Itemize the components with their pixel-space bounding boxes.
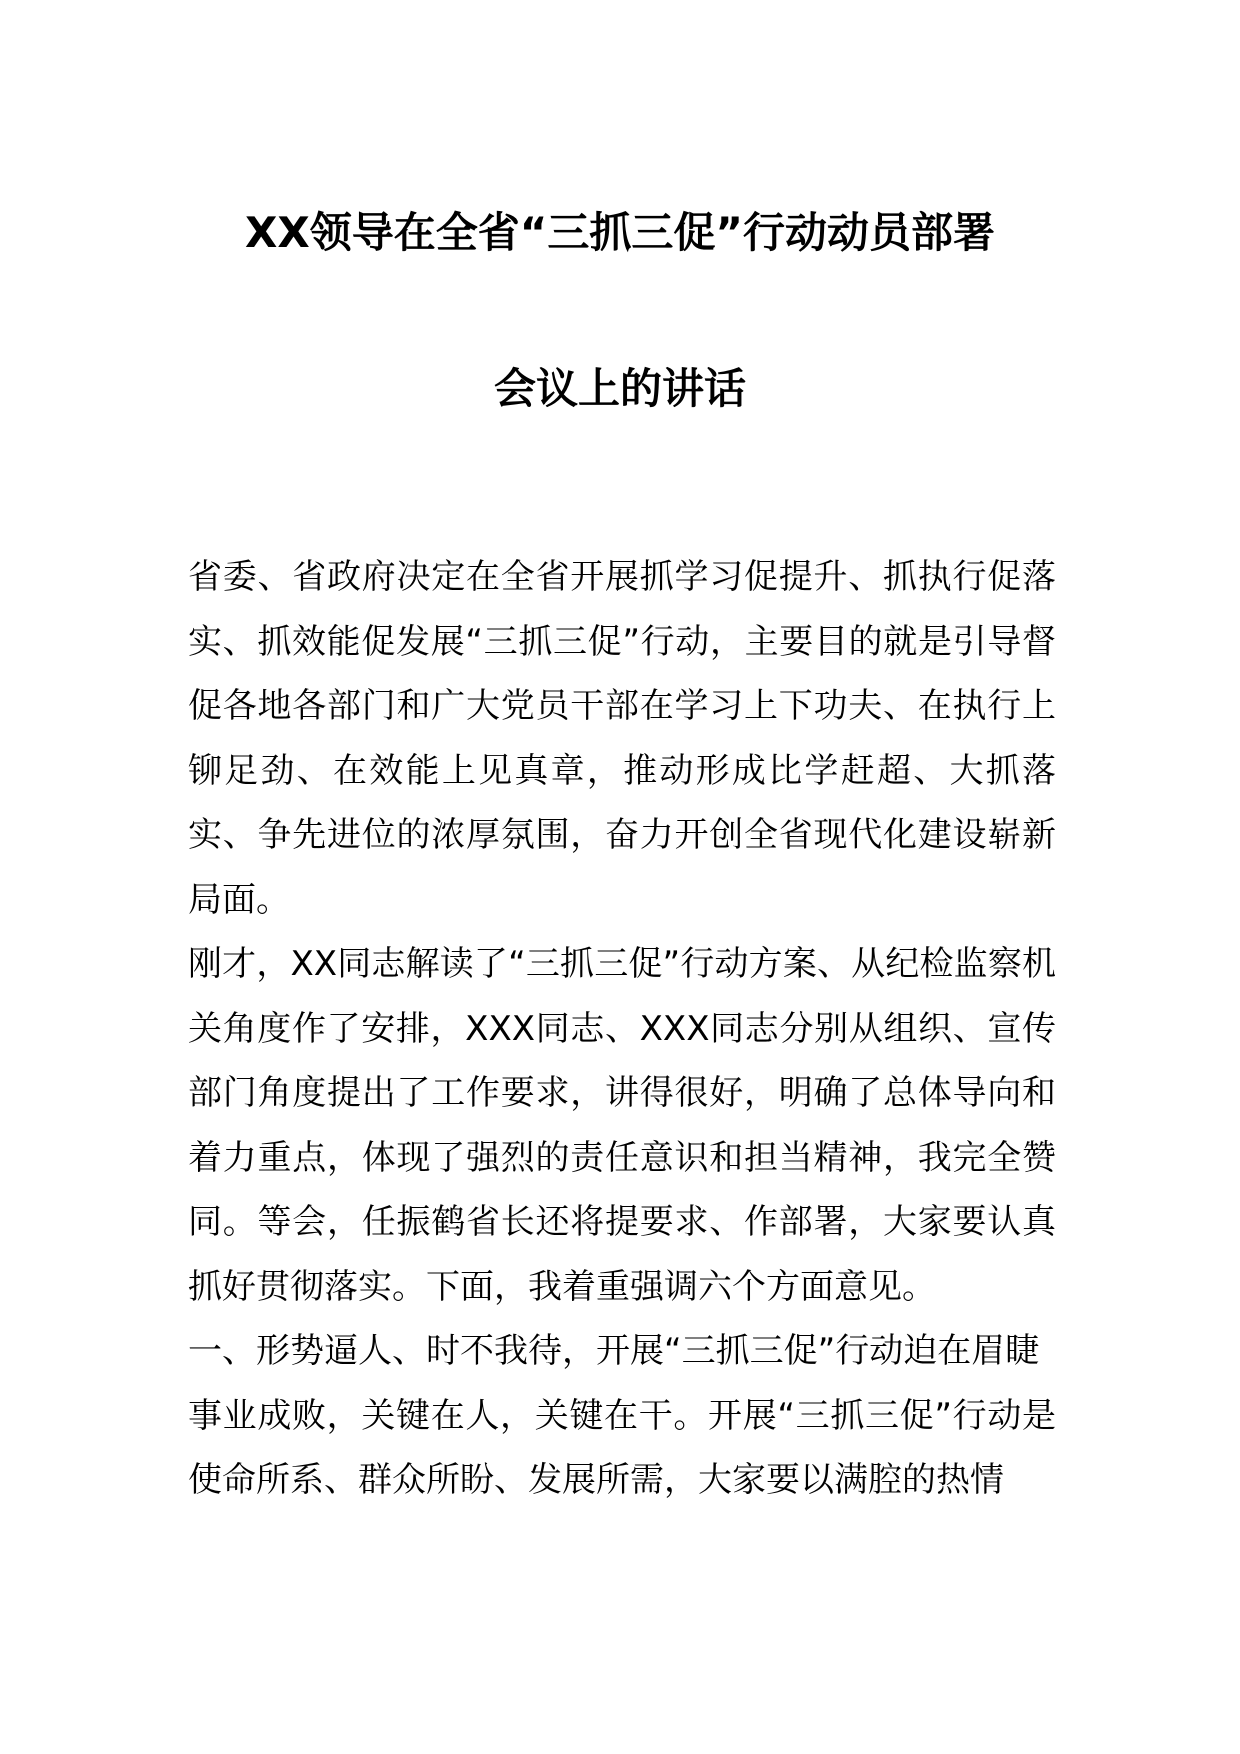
- document-title-line-2: 会议上的讲话: [493, 364, 746, 413]
- document-title-line-1: XX领导在全省“三抓三促”行动动员部署: [245, 208, 995, 257]
- paragraph-intro: 省委、省政府决定在全省开展抓学习促提升、抓执行促落实、抓效能促发展“三抓三促”行动，主要目的就是引导督促各地各部门和广大党员干部在学习上下功夫、在执行上铆足劲、在效能上见真章，推动形成比学赶超、大抓落实、争先进位的浓厚氛围，奋力开创全省现代化建设崭新局面。: [188, 557, 1056, 920]
- document-body: [188, 545, 1056, 1513]
- paragraph-section-1: 事业成败，关键在人，关键在干。开展“三抓三促”行动是使命所系、群众所盼、发展所需，大家要以满腔的热情: [188, 1395, 1056, 1500]
- paragraph-remarks: 刚才，XX同志解读了“三抓三促”行动方案、从纪检监察机关角度作了安排，XXX同志、XXX同志分别从组织、宣传部门角度提出了工作要求，讲得很好，明确了总体导向和着力重点，体现了强烈的责任意识和担当精神，我完全赞同。等会，任振鹤省长还将提要求、作部署，大家要认真抓好贯彻落实。下面，我着重强调六个方面意见。: [188, 944, 1056, 1307]
- section-heading-1: 一、形势逼人、时不我待，开展“三抓三促”行动迫在眉睫: [188, 1331, 1040, 1371]
